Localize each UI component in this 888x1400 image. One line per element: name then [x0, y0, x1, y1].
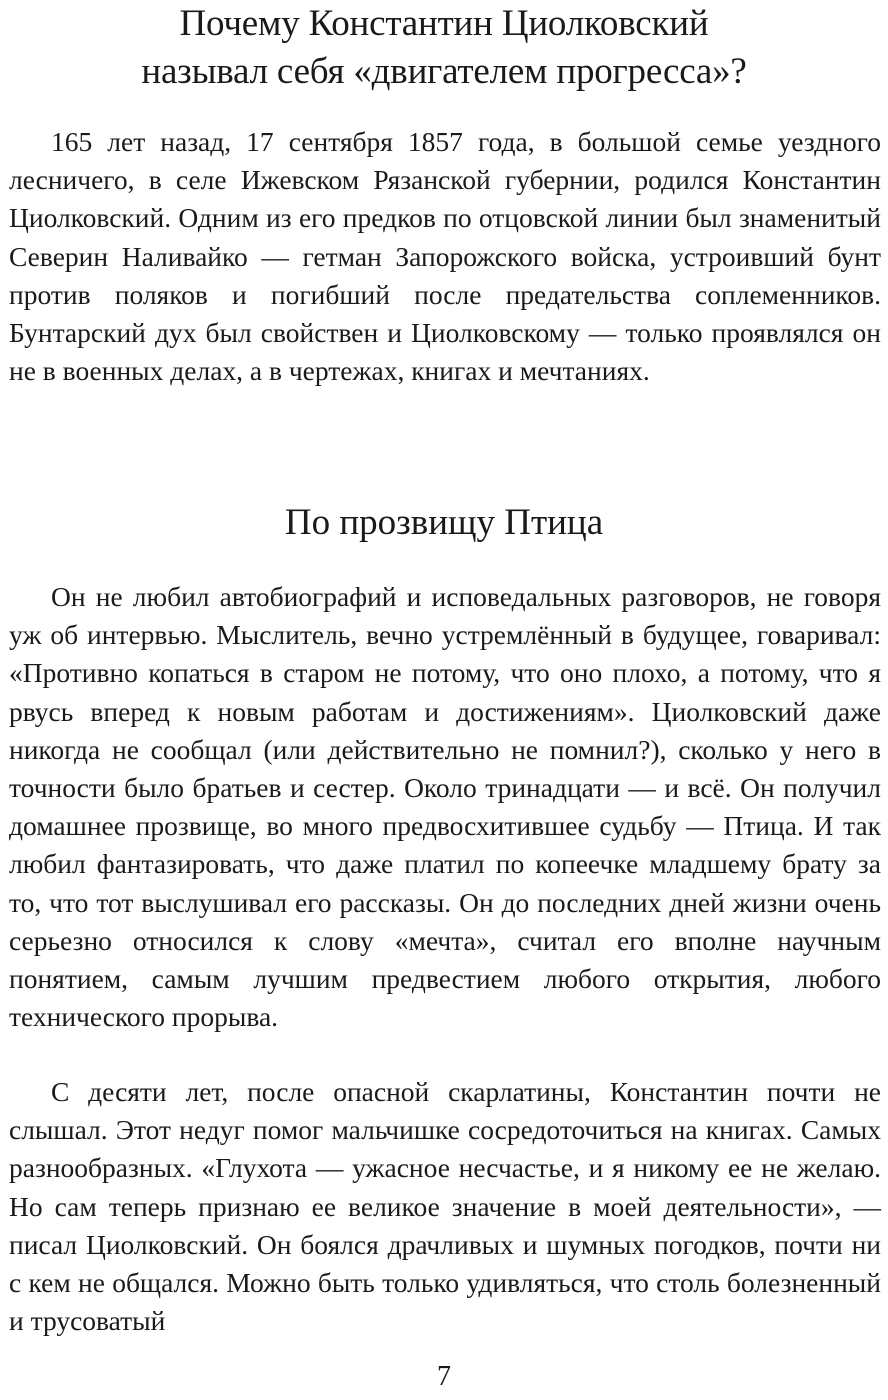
page-number: 7: [437, 1361, 451, 1392]
chapter-title-line-2: называл себя «двигателем прогресса»?: [141, 51, 747, 92]
intro-paragraph: 165 лет назад, 17 сентября 1857 года, в большой семье уездного лесничего, в селе Ижевском Рязанской губернии, родился Константин Циолковский. Одним из его предков по отцовской линии был знаменитый Северин Наливайко — гетман Запорожского войска, устроивший бунт против поляков и погибший после предательства соплеменников. Бунтарский дух был свойствен и Циолковскому — только проявлялся он не в военных делах, а в чертежах, книгах и мечтаниях.: [9, 126, 881, 387]
chapter-title-line-1: Почему Константин Циолковский: [179, 3, 709, 44]
chapter-title: [0, 0, 888, 96]
body-paragraph-2: С десяти лет, после опасной скарлатины, Константин почти не слышал. Этот недуг помог мальчишке сосредоточиться на книгах. Самых разнообразных. «Глухота — ужасное несчастье, и я никому ее не желаю. Но сам теперь признаю ее великое значение в моей деятельности», — писал Циолковский. Он боялся драчливых и шумных погодков, почти ни с кем не общался. Можно быть только удивляться, что столь болезненный и трусоватый: [9, 1076, 881, 1337]
body-paragraph-1: Он не любил автобиографий и исповедальных разговоров, не говоря уж об интервью. Мыслитель, вечно устремлённый в будущее, говаривал: «Противно копаться в старом не потому, что оно плохо, а потому, что я рвусь вперед к новым работам и достижениям». Циолковский даже никогда не сообщал (или действительно не помнил?), сколько у него в точности было братьев и сестер. Около тринадцати — и всё. Он получил домашнее прозвище, во много предвосхитившее судьбу — Птица. И так любил фантазировать, что даже платил по копеечке младшему брату за то, что тот выслушивал его рассказы. Он до последних дней жизни очень серьезно относился к слову «мечта», считал его вполне научным понятием, самым лучшим предвестием любого открытия, любого технического прорыва.: [9, 581, 881, 1033]
section-heading: По прозвищу Птица: [284, 502, 604, 543]
